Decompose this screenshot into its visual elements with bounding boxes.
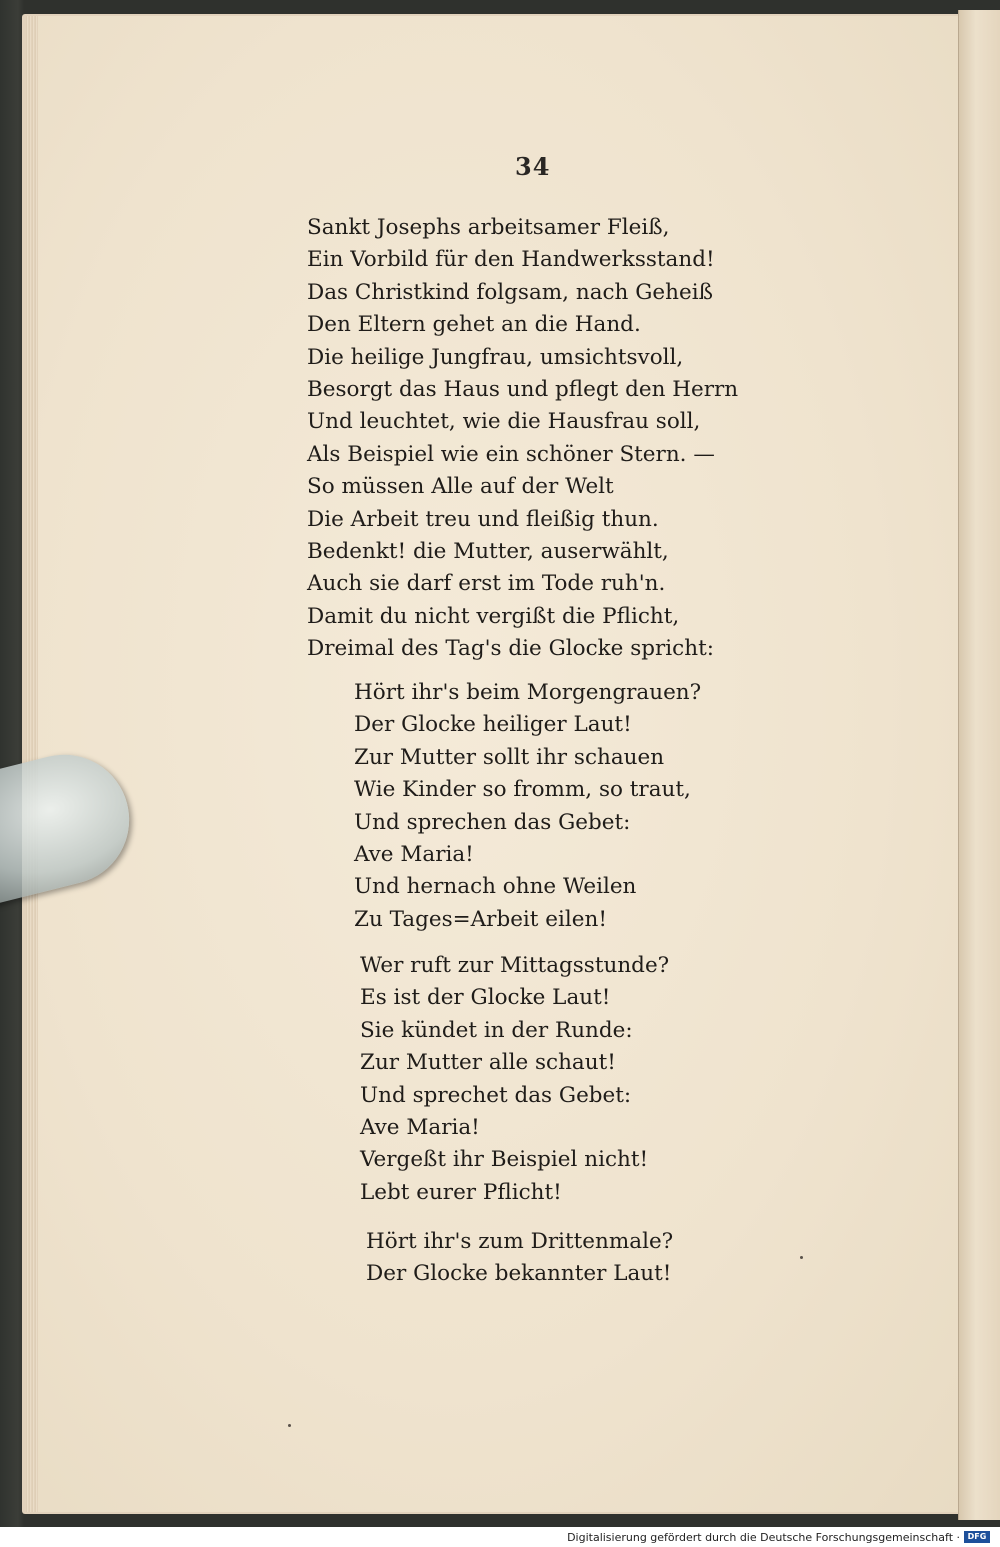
song-verse-morning <box>354 677 701 936</box>
poem-line: Auch sie darf erst im Tode ruh'n. <box>307 571 666 597</box>
poem-line: Sankt Josephs arbeitsamer Fleiß, <box>307 215 670 240</box>
poem-line: Besorgt das Haus und pflegt den Herrn <box>307 376 739 402</box>
verse-line: Hört ihr's zum Drittenmale? <box>366 1229 674 1254</box>
ink-speck <box>288 1424 291 1427</box>
verse-line: Zur Mutter alle schaut! <box>360 1050 616 1076</box>
dfg-logo: DFG <box>964 1531 990 1543</box>
poem-line: Ein Vorbild für den Handwerksstand! <box>307 247 715 273</box>
poem-line: So müssen Alle auf der Welt <box>307 474 614 500</box>
verse-line: Und sprechet das Gebet: <box>360 1082 632 1108</box>
poem-line: Als Beispiel wie ein schöner Stern. — <box>307 441 715 467</box>
verse-line: Der Glocke heiliger Laut! <box>354 712 632 738</box>
poem-line: Die Arbeit treu und fleißig thun. <box>307 506 659 532</box>
verse-line: Lebt eurer Pflicht! <box>360 1179 562 1205</box>
page-number: 34 <box>515 152 551 181</box>
poem-line: Damit du nicht vergißt die Pflicht, <box>307 603 680 629</box>
poem-line: Bedenkt! die Mutter, auserwählt, <box>307 538 669 564</box>
verse-line: Ave Maria! <box>360 1114 480 1140</box>
poem-line: Den Eltern gehet an die Hand. <box>307 312 641 338</box>
verse-line: Sie kündet in der Runde: <box>360 1017 633 1043</box>
verse-line: Ave Maria! <box>354 841 474 867</box>
poem-line: Dreimal des Tag's die Glocke spricht: <box>307 636 714 662</box>
song-verse-evening <box>366 1226 673 1291</box>
main-stanza <box>307 212 738 665</box>
verse-line: Zu Tages=Arbeit eilen! <box>354 906 607 932</box>
adjacent-leaf <box>958 10 1000 1520</box>
verse-line: Und hernach ohne Weilen <box>354 874 637 900</box>
verse-line: Zur Mutter sollt ihr schauen <box>354 744 665 770</box>
poem-line: Das Christkind folgsam, nach Geheiß <box>307 279 713 305</box>
verse-line: Wie Kinder so fromm, so traut, <box>354 777 691 803</box>
poem-line: Und leuchtet, wie die Hausfrau soll, <box>307 409 701 435</box>
verse-line: Wer ruft zur Mittagsstunde? <box>360 953 670 978</box>
verse-line: Der Glocke bekannter Laut! <box>366 1261 672 1287</box>
verse-line: Es ist der Glocke Laut! <box>360 985 611 1011</box>
verse-line: Vergeßt ihr Beispiel nicht! <box>360 1147 649 1173</box>
song-verse-noon <box>360 950 669 1209</box>
poem-line: Die heilige Jungfrau, umsichtsvoll, <box>307 344 684 370</box>
digitization-credit: Digitalisierung gefördert durch die Deutsche Forschungsgemeinschaft · <box>567 1531 960 1544</box>
verse-line: Hört ihr's beim Morgengrauen? <box>354 680 702 705</box>
verse-line: Und sprechen das Gebet: <box>354 809 631 835</box>
ink-speck <box>800 1256 803 1259</box>
